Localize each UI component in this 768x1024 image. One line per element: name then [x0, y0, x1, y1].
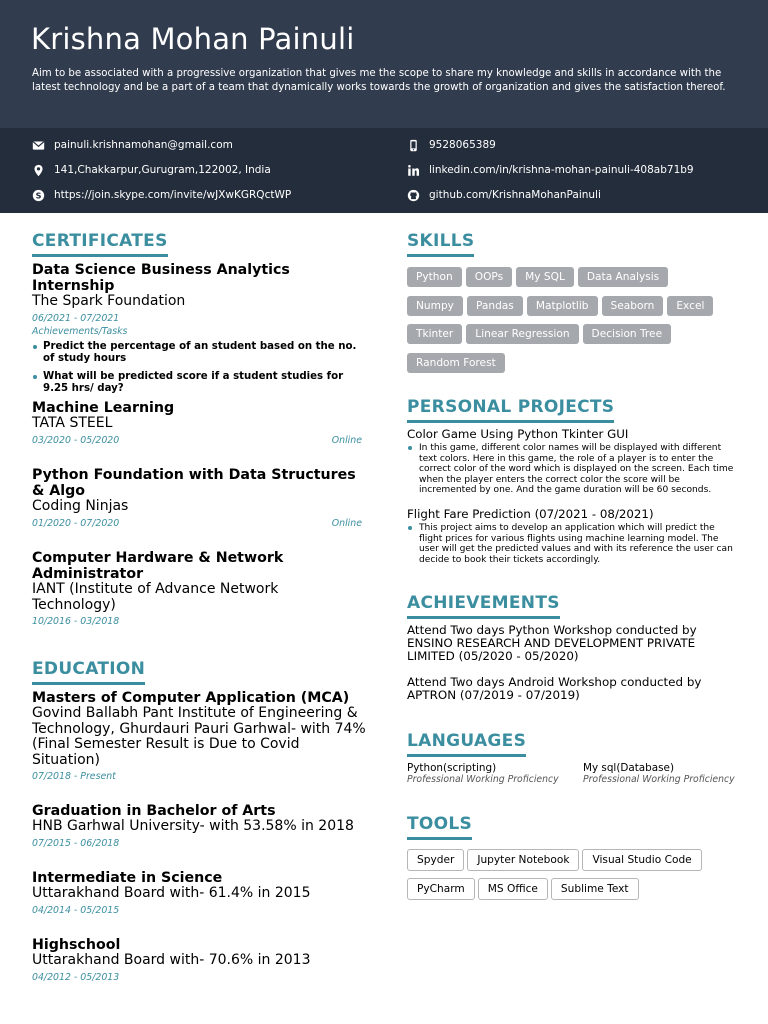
certificate-org: Coding Ninjas [32, 498, 129, 514]
certificate-entry [32, 467, 362, 529]
candidate-name: Krishna Mohan Painuli [31, 22, 355, 56]
certificate-date: 10/2016 - 03/2018 [32, 616, 120, 627]
skill-tag: OOPs [466, 267, 512, 287]
certificate-date: 03/2020 - 05/2020 Online [32, 434, 362, 446]
section-heading-personal-projects: PERSONAL PROJECTS [407, 397, 614, 423]
project-description: In this game, different color names will be displayed with different text colors. Here in this game, the role of a player is to enter the correct color of the word which is displayed on the screen. Each time when the player enters the correct color the score will be incremented by one. And the game duration will be 60 seconds. [407, 443, 737, 496]
tool-tag: PyCharm [407, 878, 475, 900]
tool-tag: Visual Studio Code [582, 849, 701, 871]
section-heading-certificates: CERTIFICATES [32, 231, 168, 257]
skill-tag: Seaborn [602, 296, 664, 316]
education-entry [32, 803, 367, 849]
tool-tag: MS Office [478, 878, 548, 900]
contact-skype[interactable] [32, 187, 291, 203]
github-text: github.com/KrishnaMohanPainuli [429, 189, 601, 201]
skill-tag: My SQL [516, 267, 574, 287]
certificate-date: 06/2021 - 07/2021 [32, 312, 120, 324]
language-name: My sql(Database) [583, 762, 674, 774]
achievement-item: Attend Two days Python Workshop conducted by ENSINO RESEARCH AND DEVELOPMENT PRIVATE LIMITED (05/2020 - 05/2020) [407, 623, 697, 663]
language-level: Professional Working Proficiency [407, 774, 559, 785]
tool-tag: Sublime Text [551, 878, 639, 900]
tool-tag: Jupyter Notebook [467, 849, 579, 871]
contact-phone[interactable] [407, 137, 496, 153]
contact-address [32, 162, 271, 178]
certificate-entry [32, 550, 352, 627]
skill-tag: Python [407, 267, 462, 287]
project-entry [407, 427, 737, 496]
education-entry [32, 937, 367, 983]
skill-tag: Matplotlib [527, 296, 598, 316]
education-entry [32, 870, 367, 916]
certificate-title: Python Foundation with Data Structures & Algo [32, 467, 356, 499]
linkedin-icon [407, 164, 420, 177]
skill-tag: Tkinter [407, 324, 462, 344]
institution: Uttarakhand Board with- 70.6% in 2013 [32, 952, 311, 968]
institution: Govind Ballabh Pant Institute of Engineering & Technology, Ghurdauri Pauri Garhwal- with 74% (Final Semester Result is Due to Covid Situation) [32, 705, 366, 768]
certificate-title: Computer Hardware & Network Administrator [32, 550, 284, 582]
email-text: painuli.krishnamohan@gmail.com [54, 139, 233, 151]
degree-title: Masters of Computer Application (MCA) [32, 690, 350, 706]
project-entry [407, 507, 737, 565]
section-heading-achievements: ACHIEVEMENTS [407, 593, 560, 619]
certificate-mode: Online [331, 434, 362, 446]
skill-tag: Excel [667, 296, 713, 316]
github-icon [407, 189, 420, 202]
project-description: This project aims to develop an application which will predict the flight prices for various flights using machine learning model. The user will get the predicted values and with its reference the user can decide to book their tickets accordingly. [407, 523, 737, 565]
tasks-label: Achievements/Tasks [32, 325, 128, 337]
contact-github[interactable] [407, 187, 601, 203]
education-entry [32, 690, 368, 782]
degree-title: Graduation in Bachelor of Arts [32, 803, 276, 819]
certificate-title: Data Science Business Analytics Internship [32, 262, 290, 294]
certificate-date: 01/2020 - 07/2020 Online [32, 517, 362, 529]
envelope-icon [32, 139, 45, 152]
education-date: 07/2018 - Present [32, 771, 116, 782]
certificate-entry [32, 400, 362, 446]
certificate-title: Machine Learning [32, 400, 175, 416]
resume-header [0, 0, 768, 128]
degree-title: Highschool [32, 937, 121, 953]
section-heading-skills: SKILLS [407, 231, 474, 257]
skype-text: https://join.skype.com/invite/wJXwKGRQctWP [54, 189, 292, 201]
achievement-item: Attend Two days Android Workshop conducted by APTRON (07/2019 - 07/2019) [407, 675, 702, 702]
career-objective: Aim to be associated with a progressive organization that gives me the scope to share my knowledge and skills in accordance with the latest technology and be a part of a team that dynamically works towards the growth of organization and gives the satisfaction thereof. [32, 68, 726, 93]
svg-text:S: S [35, 190, 42, 201]
phone-text: 9528065389 [429, 139, 496, 151]
tools-list [407, 848, 737, 906]
certificate-org: The Spark Foundation [32, 293, 186, 309]
certificate-org: TATA STEEL [32, 415, 113, 431]
skill-tag: Pandas [467, 296, 523, 316]
language-name: Python(scripting) [407, 762, 497, 774]
section-heading-education: EDUCATION [32, 659, 145, 685]
education-date: 04/2012 - 05/2013 [32, 971, 120, 983]
phone-icon [407, 139, 420, 152]
education-date: 04/2014 - 05/2015 [32, 904, 120, 916]
contact-linkedin[interactable] [407, 162, 694, 178]
certificate-mode: Online [331, 517, 362, 529]
language-entry [583, 762, 735, 786]
skill-tag: Random Forest [407, 353, 505, 373]
language-level: Professional Working Proficiency [583, 774, 735, 785]
section-heading-tools: TOOLS [407, 814, 472, 840]
certificate-org: IANT (Institute of Advance Network Technology) [32, 581, 279, 613]
contact-bar [0, 128, 768, 213]
skills-list [407, 265, 737, 379]
project-title: Color Game Using Python Tkinter GUI [407, 427, 629, 441]
skill-tag: Linear Regression [466, 324, 578, 344]
project-title: Flight Fare Prediction (07/2021 - 08/2021) [407, 507, 654, 521]
certificate-entry [32, 262, 367, 401]
location-pin-icon [32, 164, 45, 177]
linkedin-text: linkedin.com/in/krishna-mohan-painuli-408ab71b9 [429, 164, 694, 176]
skill-tag: Numpy [407, 296, 463, 316]
tasks-list [32, 341, 367, 396]
degree-title: Intermediate in Science [32, 870, 223, 886]
task-item: What will be predicted score if a student studies for 9.25 hrs/ day? [32, 371, 367, 396]
institution: HNB Garhwal University- with 53.58% in 2018 [32, 818, 354, 834]
institution: Uttarakhand Board with- 61.4% in 2015 [32, 885, 311, 901]
address-text: 141,Chakkarpur,Gurugram,122002, India [54, 164, 271, 176]
task-item: Predict the percentage of an student based on the no. of study hours [32, 341, 367, 366]
contact-email[interactable] [32, 137, 233, 153]
language-entry [407, 762, 559, 786]
tool-tag: Spyder [407, 849, 464, 871]
education-date: 07/2015 - 06/2018 [32, 837, 120, 849]
skill-tag: Decision Tree [583, 324, 672, 344]
section-heading-languages: LANGUAGES [407, 731, 526, 757]
skype-icon [32, 189, 45, 202]
skill-tag: Data Analysis [578, 267, 668, 287]
